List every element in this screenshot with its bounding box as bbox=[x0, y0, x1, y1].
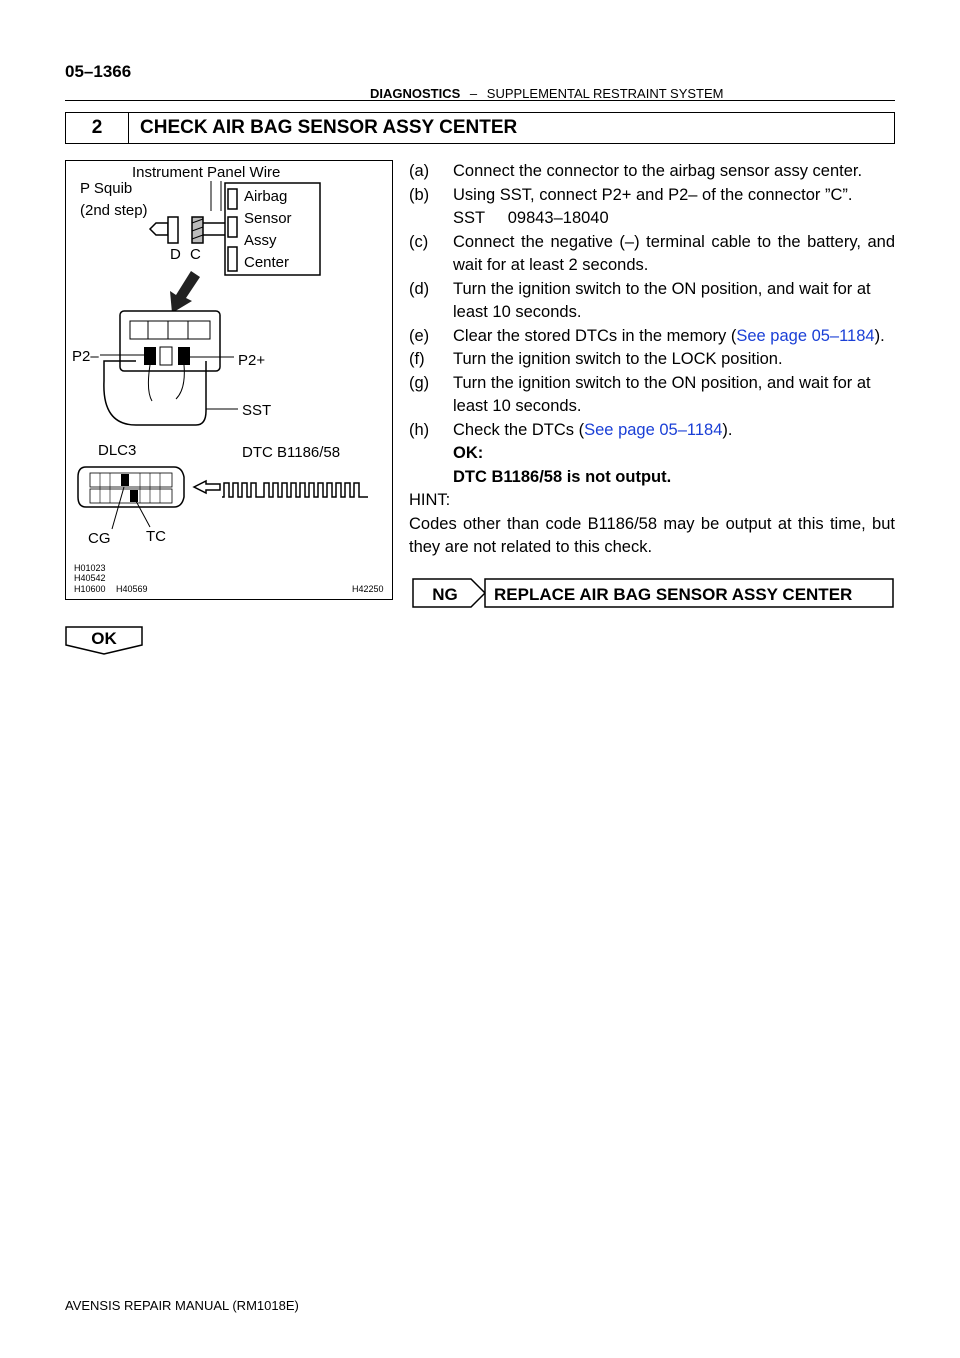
header-subsection: SUPPLEMENTAL RESTRAINT SYSTEM bbox=[486, 86, 724, 101]
step-a-text: Connect the connector to the airbag sensor assy center. bbox=[453, 162, 863, 180]
label-center: Center bbox=[244, 254, 290, 271]
header-section: DIAGNOSTICS bbox=[370, 86, 461, 101]
ok-criteria-text: DTC B1186/58 is not output. bbox=[453, 467, 672, 486]
dtc-waveform bbox=[222, 483, 368, 497]
label-dtc-code: DTC B1186/58 bbox=[242, 444, 341, 461]
running-header bbox=[370, 86, 723, 101]
step-e-text-post: ). bbox=[874, 326, 885, 345]
label-connector-d: D bbox=[170, 246, 181, 263]
figure-code-1: H01023 bbox=[74, 563, 106, 573]
step-g-text: Turn the ignition switch to the ON position, and wait for at least 10 seconds. bbox=[453, 373, 871, 415]
step-g bbox=[409, 372, 895, 419]
step-a-label: (a) bbox=[409, 162, 430, 180]
connector-d-body bbox=[168, 217, 178, 243]
step-heading bbox=[65, 112, 895, 144]
step-f bbox=[409, 348, 895, 372]
step-title: CHECK AIR BAG SENSOR ASSY CENTER bbox=[140, 117, 518, 138]
pin-tc bbox=[130, 490, 138, 502]
step-a bbox=[409, 160, 895, 184]
hint-label: HINT: bbox=[409, 491, 451, 509]
figure-code-2: H40542 bbox=[74, 573, 106, 583]
label-p2-minus: P2– bbox=[72, 348, 99, 365]
step-h-text-post: ). bbox=[722, 420, 733, 439]
sensor-pin-1 bbox=[228, 189, 237, 209]
step-c-label: (c) bbox=[409, 232, 429, 251]
footer-manual-title: AVENSIS REPAIR MANUAL (RM1018E) bbox=[65, 1298, 299, 1313]
pin-p2-minus bbox=[144, 347, 156, 365]
ok-label: OK bbox=[91, 629, 117, 648]
step-b-sst: SST 09843–18040 bbox=[453, 209, 609, 227]
step-b-label: (b) bbox=[409, 185, 430, 204]
pin-cg bbox=[121, 474, 129, 486]
pin-middle bbox=[160, 347, 172, 365]
label-assy: Assy bbox=[244, 232, 277, 249]
direction-arrow bbox=[170, 271, 200, 313]
dlc3-signal-arrow bbox=[194, 481, 220, 493]
step-b bbox=[409, 184, 895, 208]
label-sst: SST bbox=[242, 402, 272, 419]
connector-d-plug bbox=[150, 223, 168, 235]
step-d-text: Turn the ignition switch to the ON position, and wait for at least 10 seconds. bbox=[453, 279, 871, 321]
step-h-page-link[interactable]: See page 05–1184 bbox=[584, 420, 723, 439]
step-f-label: (f) bbox=[409, 350, 425, 368]
connector-figure bbox=[65, 160, 393, 600]
pin-p2-plus bbox=[178, 347, 190, 365]
step-h-text-pre: Check the DTCs ( bbox=[453, 420, 585, 439]
step-h bbox=[409, 419, 895, 443]
step-f-text: Turn the ignition switch to the LOCK position. bbox=[453, 350, 783, 368]
ok-criteria-label: OK: bbox=[453, 444, 484, 462]
step-e-page-link[interactable]: See page 05–1184 bbox=[736, 326, 875, 345]
sensor-pin-3 bbox=[228, 247, 237, 271]
step-b-text: Using SST, connect P2+ and P2– of the connector ”C”. bbox=[453, 185, 853, 204]
label-dlc3: DLC3 bbox=[98, 442, 137, 459]
hint-text: Codes other than code B1186/58 may be output at this time, but they are not related to this check. bbox=[409, 514, 895, 556]
figure-code-3: H10600 bbox=[74, 584, 106, 594]
figure-code-5: H42250 bbox=[352, 584, 384, 594]
step-c bbox=[409, 231, 895, 278]
step-c-text: Connect the negative (–) terminal cable to the battery, and wait for at least 2 seconds. bbox=[453, 232, 895, 274]
connector-c-face-top bbox=[130, 321, 210, 339]
step-e bbox=[409, 325, 895, 349]
label-cg: CG bbox=[88, 530, 111, 547]
header-rule bbox=[65, 100, 895, 101]
step-d-label: (d) bbox=[409, 279, 430, 298]
step-h-label: (h) bbox=[409, 420, 430, 439]
label-sensor: Sensor bbox=[244, 210, 292, 227]
sensor-pin-2 bbox=[228, 217, 237, 237]
step-d bbox=[409, 278, 895, 325]
step-g-label: (g) bbox=[409, 373, 430, 392]
label-tc: TC bbox=[146, 528, 166, 545]
label-p-squib: P Squib bbox=[80, 180, 133, 197]
ng-label: NG bbox=[432, 585, 458, 604]
header-separator: – bbox=[469, 86, 478, 101]
label-airbag: Airbag bbox=[244, 188, 288, 205]
figure-code-4: H40569 bbox=[116, 584, 148, 594]
procedure-text bbox=[409, 160, 895, 560]
step-number: 2 bbox=[66, 113, 129, 143]
page-number: 05–1366 bbox=[65, 62, 132, 81]
label-instrument-panel-wire: Instrument Panel Wire bbox=[132, 164, 281, 181]
label-p2-plus: P2+ bbox=[238, 352, 266, 369]
label-2nd-step: (2nd step) bbox=[80, 202, 148, 219]
label-connector-c: C bbox=[190, 246, 201, 263]
ng-result bbox=[409, 578, 895, 608]
step-e-text-pre: Clear the stored DTCs in the memory ( bbox=[453, 326, 737, 345]
step-e-label: (e) bbox=[409, 326, 430, 345]
ng-action-text: REPLACE AIR BAG SENSOR ASSY CENTER bbox=[494, 585, 853, 604]
